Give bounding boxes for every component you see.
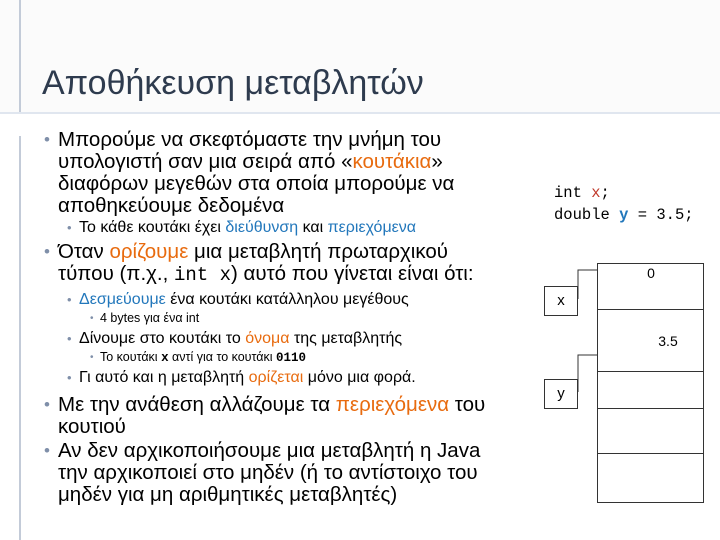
bullet-define-line1: • Όταν ορίζουμε μια μεταβλητή πρωταρχικού [58, 241, 448, 263]
variable-label-y: y [544, 379, 578, 409]
sub-sub-bullet-address: • Το κουτάκι x αντί για το κουτάκι 0110 [100, 350, 306, 366]
bullet-memory-line1: • Μπορούμε να σκεφτόμαστε την μνήμη του [58, 129, 441, 151]
memory-value-x: 0 [647, 265, 655, 281]
sub-bullet-box-properties: • Το κάθε κουτάκι έχει διεύθυνση και περιεχόμενα [79, 218, 416, 237]
bullet-memory-line4: αποθηκεύουμε δεδομένα [58, 194, 285, 217]
sub-sub-bullet-bytes: • 4 bytes για ένα int [100, 311, 199, 326]
memory-value-y: 3.5 [658, 333, 678, 349]
arrow-x-to-memory [578, 270, 597, 299]
bullet-assign-line1: • Με την ανάθεση αλλάζουμε τα περιεχόμενα του [58, 394, 485, 416]
slide-title: Αποθήκευση μεταβλητών [42, 64, 424, 102]
bullet-init-line1: • Αν δεν αρχικοποιήσουμε μια μεταβλητή η Java [58, 440, 480, 462]
bullet-init-line2: την αρχικοποιεί στο μηδέν (ή το αντίστοιχο του [58, 461, 478, 484]
bullet-memory-line3: διαφόρων μεγεθών στα οποία μπορούμε να [58, 172, 455, 195]
bullet-assign-line2: κουτιού [58, 415, 126, 438]
bullet-memory-line2: υπολογιστή σαν μια σειρά από «κουτάκια» [58, 150, 443, 173]
sub-bullet-reserve: • Δεσμεύουμε ένα κουτάκι κατάλληλου μεγέθους [79, 290, 409, 309]
sub-bullet-once: • Γι αυτό και η μεταβλητή ορίζεται μόνο μια φορά. [79, 368, 416, 387]
sub-bullet-name: • Δίνουμε στο κουτάκι το όνομα της μεταβλητής [79, 329, 402, 348]
code-line-int: int x; [554, 184, 610, 202]
variable-label-x: x [544, 286, 578, 316]
arrow-y-to-memory [578, 355, 597, 392]
code-line-double: double y = 3.5; [554, 206, 694, 224]
bullet-init-line3: μηδέν για μη αριθμητικές μεταβλητές) [58, 483, 398, 506]
bullet-define-line2: τύπου (π.χ., int x) αυτό που γίνεται είναι ότι: [58, 262, 474, 286]
